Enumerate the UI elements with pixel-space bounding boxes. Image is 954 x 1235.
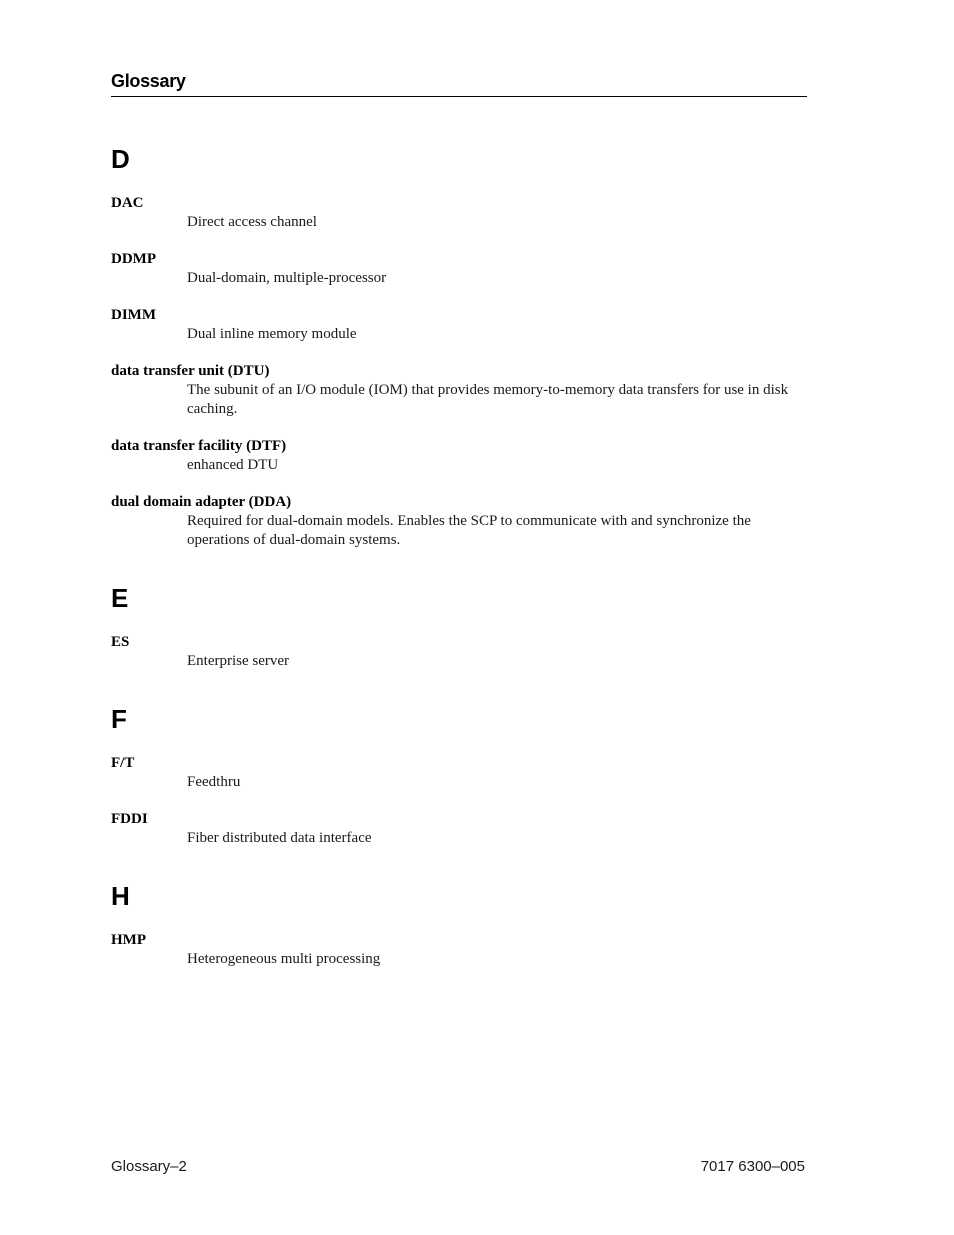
glossary-entry: [111, 810, 807, 848]
glossary-section-f: [111, 704, 807, 848]
section-letter: H: [111, 881, 130, 911]
section-letter: F: [111, 704, 127, 734]
glossary-definition: Dual inline memory module: [187, 326, 357, 342]
glossary-term: F/T: [111, 755, 135, 771]
glossary-definition: Direct access channel: [187, 214, 317, 230]
glossary-term: DAC: [111, 195, 144, 211]
glossary-definition: Heterogeneous multi processing: [187, 951, 381, 967]
page-footer: [111, 1157, 805, 1176]
glossary-definition: Dual-domain, multiple-processor: [187, 270, 387, 286]
section-letter: D: [111, 144, 130, 174]
glossary-definition: Fiber distributed data interface: [187, 830, 372, 846]
glossary-term: data transfer unit (DTU): [111, 363, 270, 379]
glossary-term: FDDI: [111, 811, 148, 827]
section-letter: E: [111, 583, 129, 613]
glossary-entry: [111, 754, 807, 792]
glossary-definition: enhanced DTU: [187, 457, 279, 473]
glossary-entry: [111, 306, 807, 344]
glossary-term: DDMP: [111, 251, 156, 267]
glossary-entry: [111, 437, 807, 475]
glossary-section-h: [111, 881, 807, 969]
page-title: Glossary: [111, 71, 186, 91]
glossary-term: data transfer facility (DTF): [111, 438, 287, 454]
glossary-entry: [111, 931, 807, 969]
glossary-section-d: [111, 144, 807, 550]
glossary-entry: [111, 194, 807, 232]
glossary-entry: [111, 362, 807, 419]
glossary-definition: Required for dual-domain models. Enables the SCP to communicate with and synchronize the operations of dual-domain systems.: [187, 513, 751, 548]
glossary-entry: [111, 250, 807, 288]
glossary-definition: Enterprise server: [187, 653, 290, 669]
glossary-term: DIMM: [111, 307, 156, 323]
glossary-entry: [111, 633, 807, 671]
page-header: [111, 70, 807, 97]
glossary-definition: The subunit of an I/O module (IOM) that provides memory-to-memory data transfers for use in disk caching.: [187, 382, 789, 417]
glossary-term: dual domain adapter (DDA): [111, 494, 292, 510]
footer-page-number: Glossary–2: [111, 1158, 187, 1175]
glossary-entry: [111, 493, 807, 550]
glossary-section-e: [111, 583, 807, 671]
glossary-term: HMP: [111, 932, 146, 948]
glossary-term: ES: [111, 634, 130, 650]
glossary-definition: Feedthru: [187, 774, 241, 790]
footer-document-number: 7017 6300–005: [700, 1158, 805, 1175]
glossary-content: [111, 144, 807, 1002]
